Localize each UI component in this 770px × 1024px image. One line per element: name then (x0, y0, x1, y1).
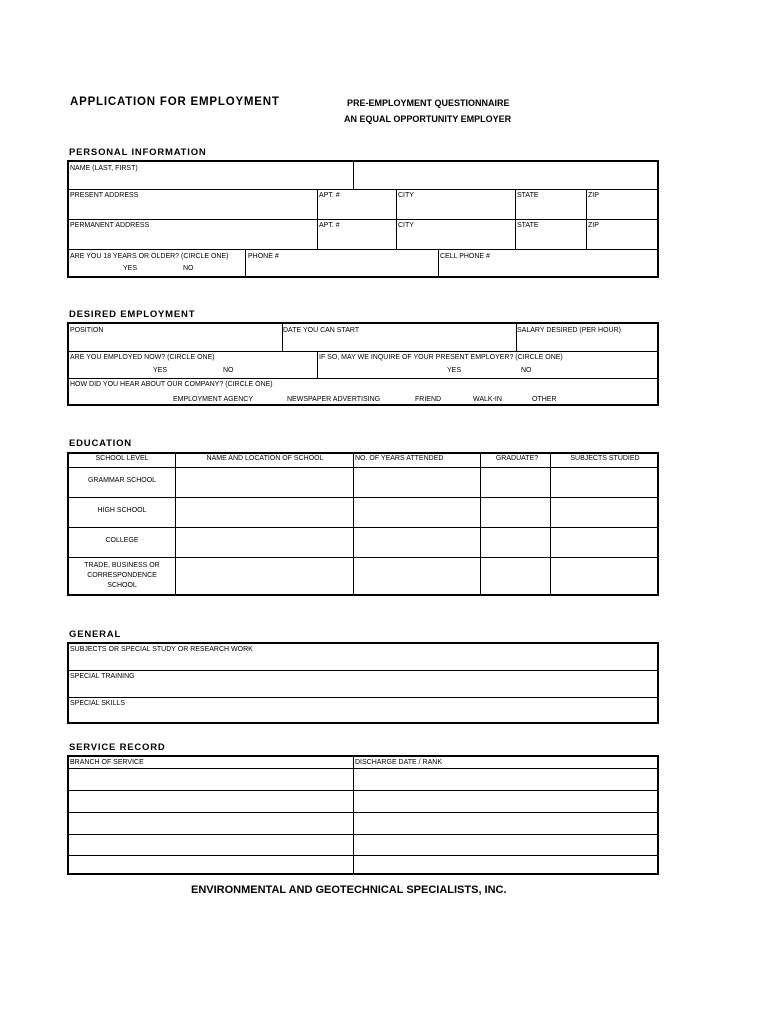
start-date-field[interactable]: DATE YOU CAN START (283, 327, 360, 334)
inquire-question: IF SO, MAY WE INQUIRE OF YOUR PRESENT EMPLOYER? (CIRCLE ONE) (319, 354, 563, 361)
branch-of-service-header: BRANCH OF SERVICE (70, 759, 144, 766)
general-section (67, 642, 659, 724)
age-question: ARE YOU 18 YEARS OR OLDER? (CIRCLE ONE) (70, 253, 229, 260)
special-study-field[interactable]: SUBJECTS OR SPECIAL STUDY OR RESEARCH WORK (70, 646, 253, 653)
option-other[interactable]: OTHER (532, 396, 557, 403)
permanent-apt-field[interactable]: APT. # (319, 222, 340, 229)
level-college: COLLEGE (105, 537, 139, 544)
desired-employment-section (67, 322, 659, 406)
special-skills-field[interactable]: SPECIAL SKILLS (70, 700, 125, 707)
permanent-state-field[interactable]: STATE (517, 222, 539, 229)
discharge-header: DISCHARGE DATE / RANK (355, 759, 442, 766)
phone-field[interactable]: PHONE # (248, 253, 279, 260)
position-field[interactable]: POSITION (70, 327, 104, 334)
company-name: ENVIRONMENTAL AND GEOTECHNICAL SPECIALISTS, INC. (191, 884, 507, 896)
col-graduate: GRADUATE? (495, 455, 539, 462)
level-trade-2: CORRESPONDENCE (87, 572, 157, 579)
personal-info-heading: PERSONAL INFORMATION (69, 147, 207, 158)
education-heading: EDUCATION (69, 438, 132, 449)
form-title: APPLICATION FOR EMPLOYMENT (70, 96, 280, 108)
col-school-name: NAME AND LOCATION OF SCHOOL (206, 455, 324, 462)
present-city-field[interactable]: CITY (398, 192, 414, 199)
option-friend[interactable]: FRIEND (415, 396, 442, 403)
age-no-option[interactable]: NO (183, 265, 194, 272)
permanent-zip-field[interactable]: ZIP (588, 222, 599, 229)
present-zip-field[interactable]: ZIP (588, 192, 599, 199)
form-subtitle: PRE-EMPLOYMENT QUESTIONNAIRE (347, 98, 510, 108)
salary-field[interactable]: SALARY DESIRED (PER HOUR) (517, 327, 621, 334)
col-school-level: SCHOOL LEVEL (95, 455, 149, 462)
form-subtitle-eoe: AN EQUAL OPPORTUNITY EMPLOYER (344, 114, 512, 124)
present-address-field[interactable]: PRESENT ADDRESS (70, 192, 139, 199)
present-state-field[interactable]: STATE (517, 192, 539, 199)
desired-employment-heading: DESIRED EMPLOYMENT (69, 309, 196, 320)
employed-question: ARE YOU EMPLOYED NOW? (CIRCLE ONE) (70, 354, 215, 361)
col-years-attended: NO. OF YEARS ATTENDED (355, 455, 444, 462)
inquire-yes-option[interactable]: YES (447, 367, 462, 374)
level-grammar: GRAMMAR SCHOOL (87, 477, 157, 484)
name-field[interactable]: NAME (LAST, FIRST) (70, 165, 138, 172)
col-subjects: SUBJECTS STUDIED (570, 455, 640, 462)
hear-question: HOW DID YOU HEAR ABOUT OUR COMPANY? (CIRCLE ONE) (70, 381, 273, 388)
level-trade-1: TRADE, BUSINESS OR (84, 562, 160, 569)
service-record-table (67, 755, 659, 875)
cell-phone-field[interactable]: CELL PHONE # (440, 253, 490, 260)
service-record-heading: SERVICE RECORD (69, 742, 166, 753)
level-trade-3: SCHOOL (107, 582, 137, 589)
general-heading: GENERAL (69, 629, 122, 640)
special-training-field[interactable]: SPECIAL TRAINING (70, 673, 135, 680)
inquire-no-option[interactable]: NO (521, 367, 532, 374)
permanent-address-field[interactable]: PERMANENT ADDRESS (70, 222, 150, 229)
employed-yes-option[interactable]: YES (153, 367, 168, 374)
option-walk-in[interactable]: WALK-IN (473, 396, 502, 403)
option-newspaper[interactable]: NEWSPAPER ADVERTISING (287, 396, 381, 403)
permanent-city-field[interactable]: CITY (398, 222, 414, 229)
employed-no-option[interactable]: NO (223, 367, 234, 374)
level-high-school: HIGH SCHOOL (97, 507, 147, 514)
option-employment-agency[interactable]: EMPLOYMENT AGENCY (173, 396, 254, 403)
personal-info-section (67, 160, 659, 278)
present-apt-field[interactable]: APT. # (319, 192, 340, 199)
age-yes-option[interactable]: YES (123, 265, 138, 272)
